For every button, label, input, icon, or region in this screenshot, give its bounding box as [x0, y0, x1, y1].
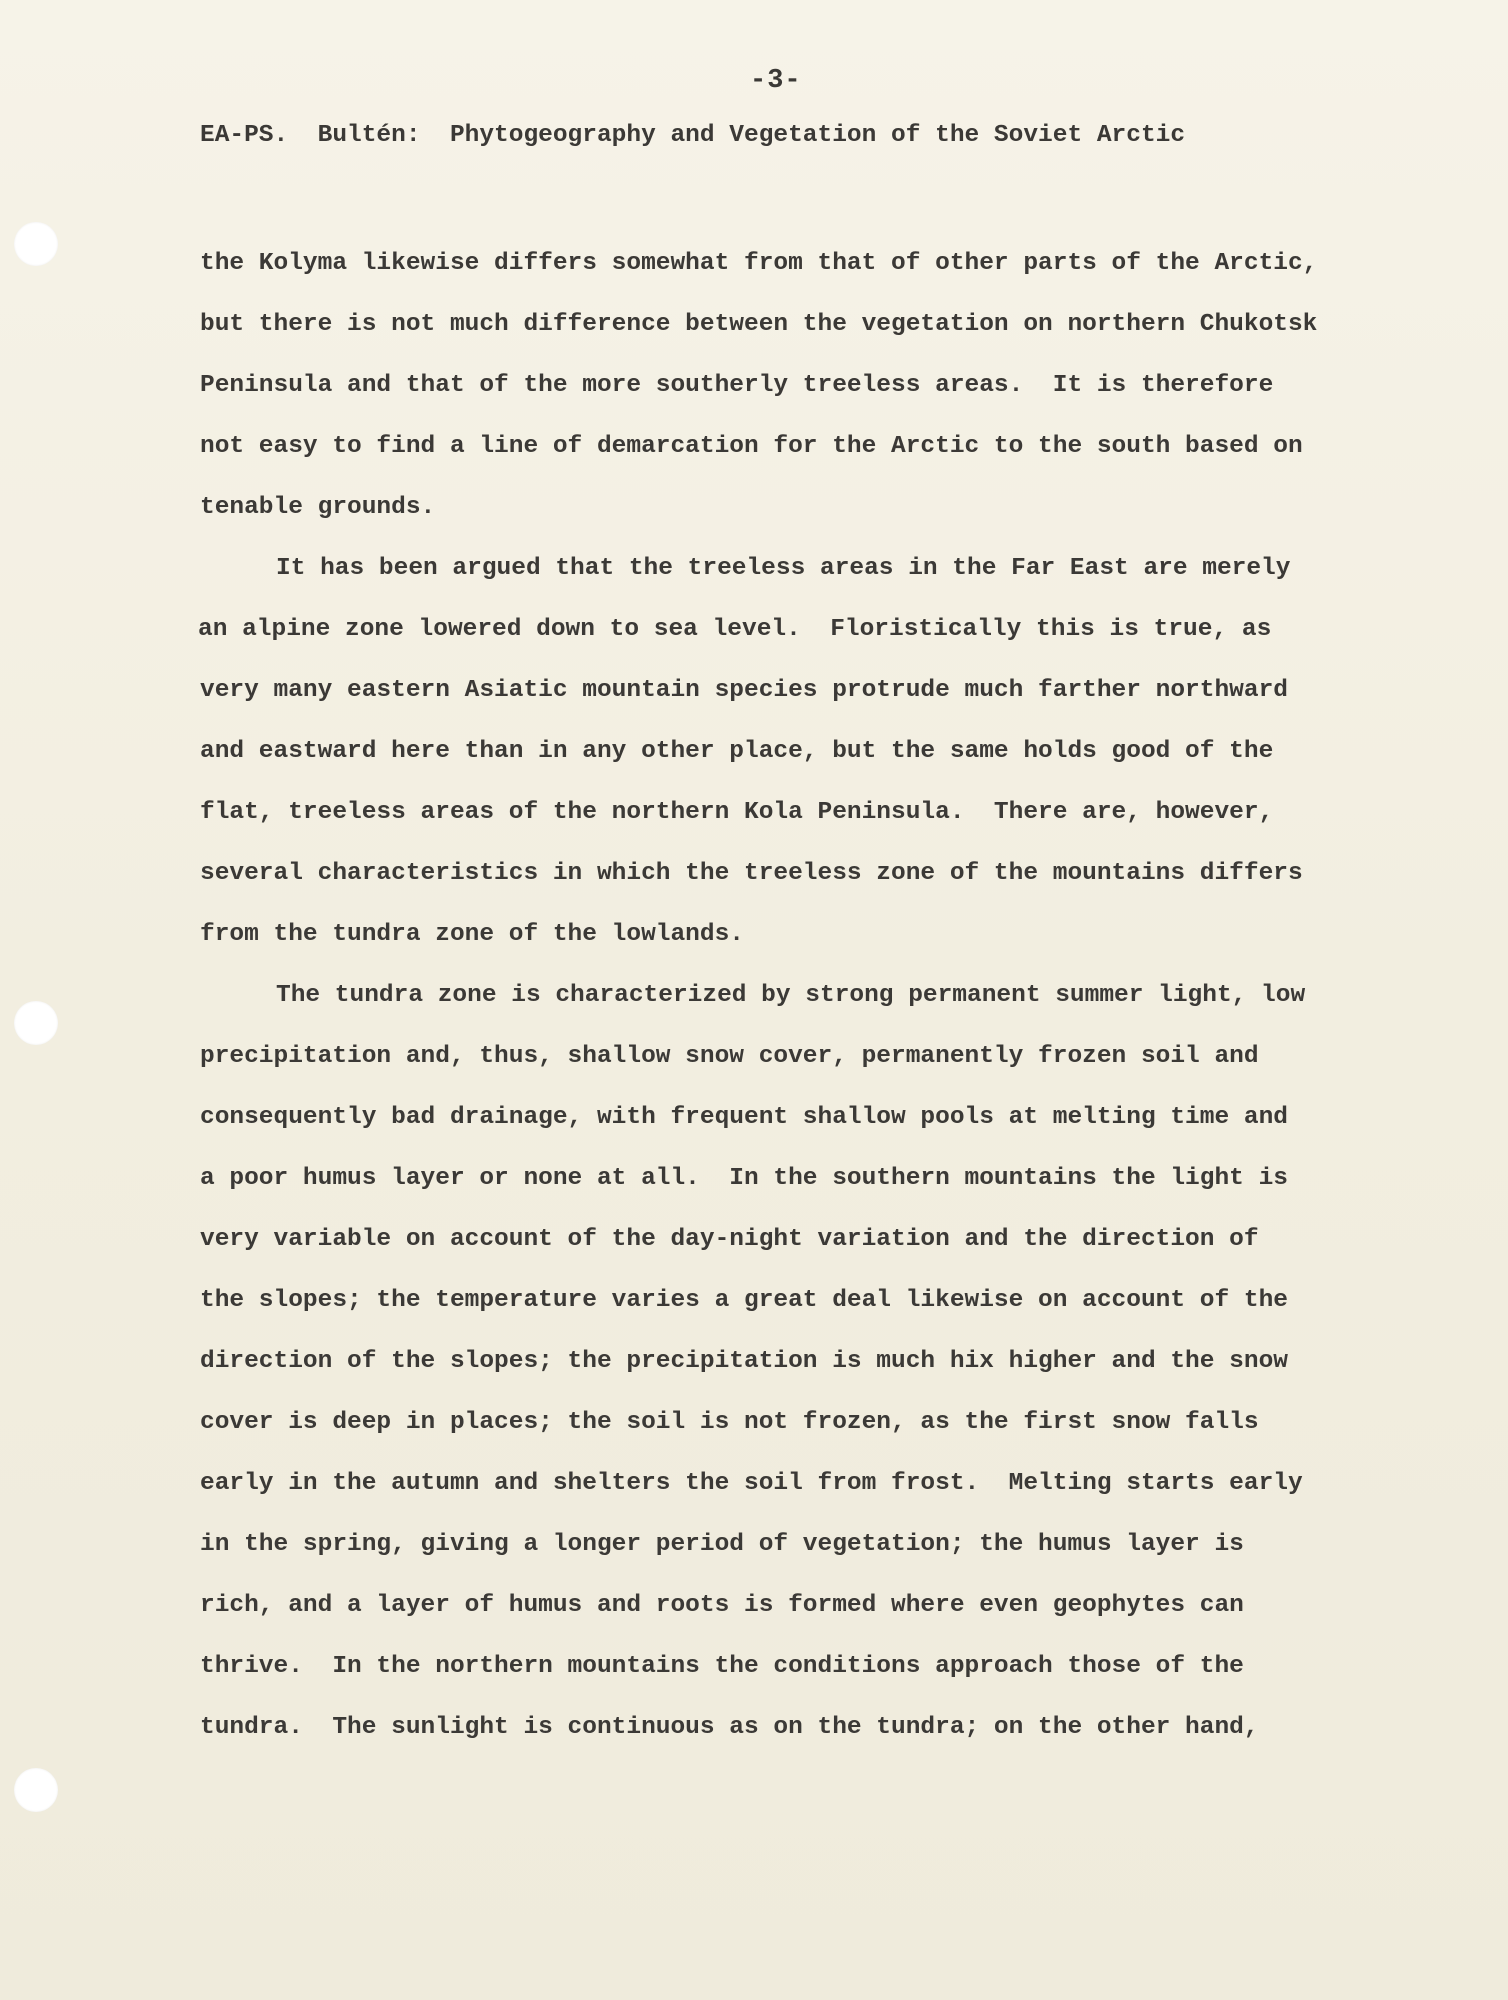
body-line: but there is not much difference between the vegetation on northern Chukotsk	[200, 311, 1318, 338]
body-line: tundra. The sunlight is continuous as on the tundra; on the other hand,	[200, 1714, 1259, 1741]
body-line: cover is deep in places; the soil is not frozen, as the first snow falls	[200, 1409, 1259, 1436]
body-line: several characteristics in which the treeless zone of the mountains differs	[200, 860, 1303, 887]
body-line: not easy to find a line of demarcation for the Arctic to the south based on	[200, 433, 1303, 460]
body-line: in the spring, giving a longer period of vegetation; the humus layer is	[200, 1531, 1244, 1558]
punch-hole	[14, 222, 58, 266]
body-line: rich, and a layer of humus and roots is formed where even geophytes can	[200, 1592, 1244, 1619]
body-line: very many eastern Asiatic mountain species protrude much farther northward	[200, 677, 1288, 704]
body-line: thrive. In the northern mountains the conditions approach those of the	[200, 1653, 1244, 1680]
body-line: very variable on account of the day-night variation and the direction of	[200, 1226, 1259, 1253]
body-line: direction of the slopes; the precipitation is much hix higher and the snow	[200, 1348, 1288, 1375]
body-line: precipitation and, thus, shallow snow cover, permanently frozen soil and	[200, 1043, 1259, 1070]
body-line: the Kolyma likewise differs somewhat from that of other parts of the Arctic,	[200, 250, 1318, 277]
body-line: the slopes; the temperature varies a great deal likewise on account of the	[200, 1287, 1288, 1314]
body-line: a poor humus layer or none at all. In the southern mountains the light is	[200, 1165, 1288, 1192]
punch-hole	[14, 1768, 58, 1812]
page-number: -3-	[750, 66, 802, 96]
body-line: an alpine zone lowered down to sea level. Floristically this is true, as	[198, 616, 1272, 643]
body-line: and eastward here than in any other place, but the same holds good of the	[200, 738, 1274, 765]
body-line: consequently bad drainage, with frequent shallow pools at melting time and	[200, 1104, 1288, 1131]
body-line: early in the autumn and shelters the soil from frost. Melting starts early	[200, 1470, 1303, 1497]
running-header: EA-PS. Bultén: Phytogeography and Vegetation of the Soviet Arctic	[200, 122, 1186, 149]
punch-hole	[14, 1001, 58, 1045]
body-line: from the tundra zone of the lowlands.	[200, 921, 744, 948]
body-line: It has been argued that the treeless areas in the Far East are merely	[276, 555, 1291, 582]
body-line: tenable grounds.	[200, 494, 436, 521]
body-line: The tundra zone is characterized by strong permanent summer light, low	[276, 982, 1306, 1009]
body-line: flat, treeless areas of the northern Kola Peninsula. There are, however,	[200, 799, 1274, 826]
body-line: Peninsula and that of the more southerly treeless areas. It is therefore	[200, 372, 1274, 399]
